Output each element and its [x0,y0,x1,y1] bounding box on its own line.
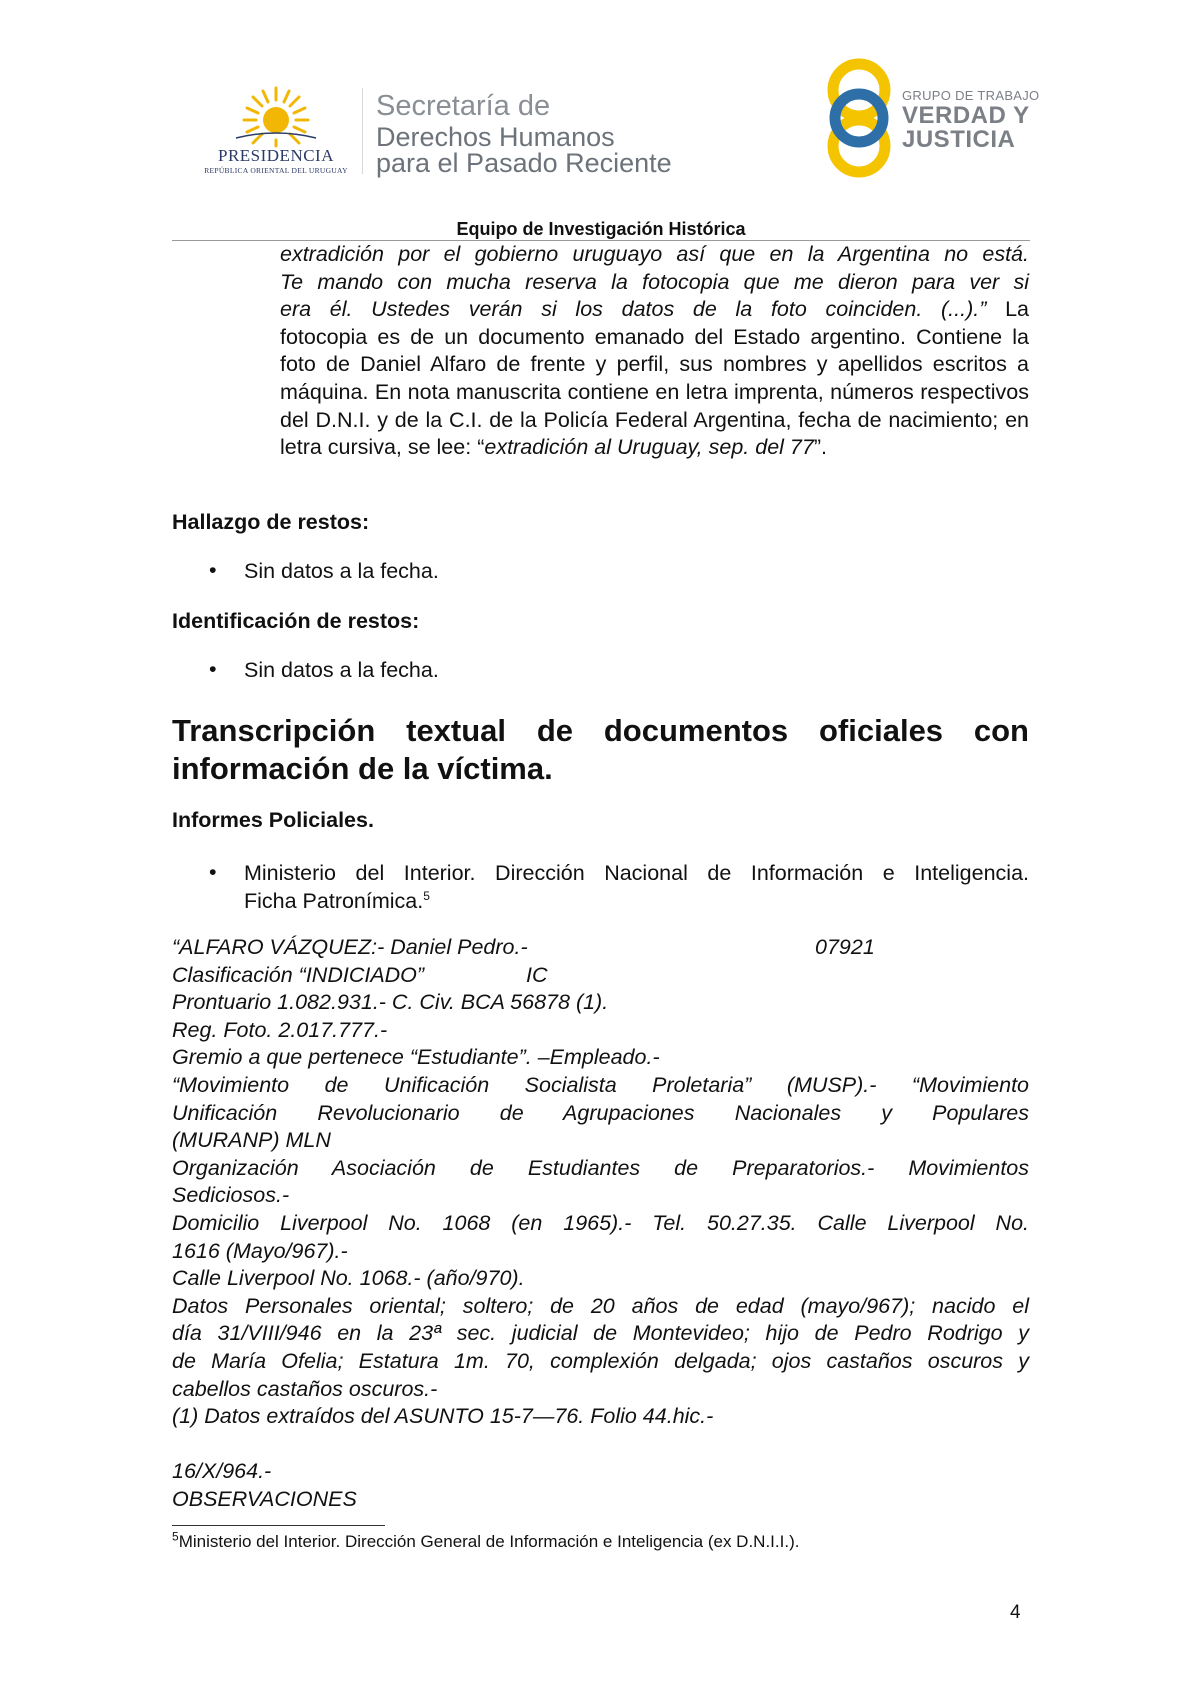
intro-quote: extradición al Uruguay, sep. del 77 [484,435,814,460]
intro-rest: fotocopia es de un documento emanado del Estado argentino. Contiene la foto de Daniel Alfaro de frente y perfil, sus nombres y apellidos escritos a máquina. En nota manuscrita contiene en letra imprenta, números respectivos del D.N.I. y de la C.I. de la Policía Federal Argentina, fecha de nacimiento; en letra cursiva, se lee: [280,324,1029,460]
footnote-text: Ministerio del Interior. Dirección General de Información e Inteligencia (ex D.N.I.I.). [178,1532,800,1551]
ficha-name: “ALFARO VÁZQUEZ:- Daniel Pedro.- [172,935,528,959]
ficha-fecha: 16/X/964.- [172,1459,272,1484]
identificacion-item: Sin datos a la fecha. [244,658,439,682]
intro-quote-close: ”. [813,435,827,460]
justicia-label: JUSTICIA [902,126,1016,153]
presidencia-label: PRESIDENCIA [217,146,334,165]
ficha-domicilio-line-1: Domicilio Liverpool No. 1068 (en 1965).- Tel. 50.27.35. Calle Liverpool No. [172,1210,1029,1235]
ficha-clasificacion-row [172,962,1029,990]
identificacion-title: Identificación de restos: [172,609,420,633]
informes-item-line-1: Ministerio del Interior. Dirección Nacional de Información e Inteligencia. [244,861,1029,885]
ficha-calle: Calle Liverpool No. 1068.- (año/970). [172,1266,525,1291]
intro-line-3-italic: era él. Ustedes verán si los datos de la foto coinciden. (...).” [280,297,987,322]
informes-item-line-2: Ficha Patronímica. [244,888,424,913]
hallazgo-title: Hallazgo de restos: [172,510,370,534]
hallazgo-item: Sin datos a la fecha. [244,559,439,583]
ficha-datos-line-1: Datos Personales oriental; soltero; de 20 años de edad (mayo/967); nacido el [172,1293,1029,1318]
intro-line-3-rest: La [986,297,1030,322]
grupo-trabajo-label: GRUPO DE TRABAJO [902,88,1040,103]
ficha-organizacion-line-2: Sediciosos.- [172,1183,290,1208]
secretaria-line-3: para el Pasado Reciente [376,148,672,178]
ficha-datos-line-4: cabellos castaños oscuros.- [172,1376,438,1401]
ficha-reg-foto: Reg. Foto. 2.017.777.- [172,1017,388,1042]
footnote-ref: 5 [423,888,430,903]
ficha-organizacion-line-1: Organización Asociación de Estudiantes de Preparatorios.- Movimientos [172,1155,1029,1180]
ficha-movimiento-line-1: “Movimiento de Unificación Socialista Proletaria” (MUSP).- “Movimiento [172,1072,1029,1097]
informes-item [244,860,1029,915]
ficha-number: 07921 [815,935,875,959]
ficha-spacer [172,1431,1029,1459]
intro-paragraph [280,241,1029,462]
secretaria-line-2: Derechos Humanos [376,122,615,152]
ficha-name-row [172,934,1029,962]
ficha-movimiento-line-2: Unificación Revolucionario de Agrupaciones Nacionales y Populares [172,1100,1029,1125]
footnote [172,1529,800,1552]
ficha-gremio: Gremio a que pertenece “Estudiante”. –Empleado.- [172,1045,660,1070]
intro-quote-open: “ [477,435,485,460]
ficha-observaciones: OBSERVACIONES [172,1486,357,1511]
footnote-rule [172,1525,385,1526]
transcripcion-heading [172,712,1029,788]
page-number: 4 [1010,1602,1021,1623]
informes-title: Informes Policiales. [172,808,374,832]
intro-line-2: Te mando con mucha reserva la fotocopia que me dieron para ver si [280,269,1029,294]
intro-line-1: extradición por el gobierno uruguayo así que en la Argentina no está. [280,242,1029,266]
footnote-number: 5 [172,1529,179,1544]
ficha-movimiento-line-3: (MURANP) MLN [172,1128,331,1153]
verdad-label: VERDAD Y [902,102,1030,129]
ficha-patronimica [172,934,1029,1513]
bullet-icon: • [209,860,217,884]
ficha-clasificacion-code: IC [526,962,548,987]
intro-line-3 [280,296,1029,324]
transcripcion-heading-line-2: información de la víctima. [172,751,553,786]
ficha-datos-line-2: día 31/VIII/946 en la 23ª sec. judicial de Montevideo; hijo de Pedro Rodrigo y [172,1321,1029,1346]
team-title: Equipo de Investigación Histórica [456,219,746,239]
ficha-nota: (1) Datos extraídos del ASUNTO 15-7—76. Folio 44.hic.- [172,1404,714,1429]
bullet-icon: • [209,558,217,582]
transcripcion-heading-line-1: Transcripción textual de documentos oficiales con [172,713,1029,748]
bullet-icon: • [209,657,217,681]
secretaria-line-1: Secretaría de [376,90,551,122]
ficha-prontuario: Prontuario 1.082.931.- C. Civ. BCA 56878 (1). [172,990,609,1015]
ficha-domicilio-line-2: 1616 (Mayo/967).- [172,1238,348,1263]
ficha-datos-line-3: de María Ofelia; Estatura 1m. 70, complexión delgada; ojos castaños oscuros y [172,1348,1029,1373]
logo-divider [362,88,363,174]
presidencia-sublabel: REPÚBLICA ORIENTAL DEL URUGUAY [204,166,348,175]
ficha-clasificacion: Clasificación “INDICIADO” [172,962,425,987]
verdad-justicia-rings-logo [822,54,896,182]
